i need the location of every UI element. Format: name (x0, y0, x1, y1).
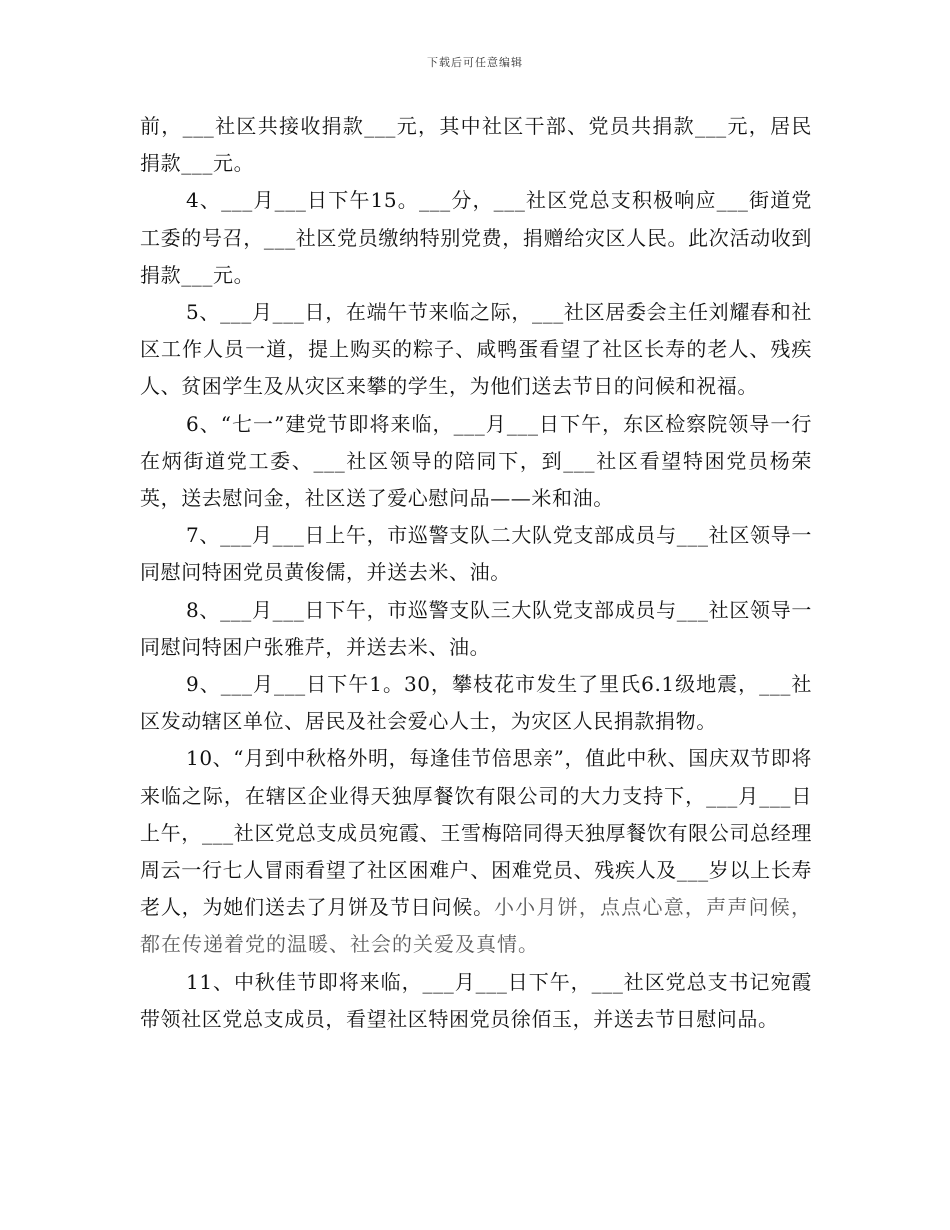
paragraph-continuation (140, 108, 812, 182)
paragraph-item-4 (140, 182, 812, 294)
paragraph-item-10 (140, 740, 812, 963)
paragraph-text: 11、中秋佳节即将来临，___月___日下午，___社区党总支书记宛霞带领社区党总支成员，看望社区特困党员徐佰玉，并送去节日慰问品。 (140, 969, 812, 1031)
paragraph-light-text: 小小月饼，点点心意，声声问候，都在传递着党的温暖、社会的关爱及真情。 (140, 895, 813, 957)
paragraph-text: 前，___社区共接收捐款___元，其中社区干部、党员共捐款___元，居民捐款___元。 (140, 114, 812, 176)
paragraph-item-5 (140, 294, 812, 406)
paragraph-text: 4、___月___日下午15。___分，___社区党总支积极响应___街道党工委的号召，___社区党员缴纳特别党费，捐赠给灾区人民。此次活动收到捐款___元。 (140, 188, 812, 287)
paragraph-item-11 (140, 964, 812, 1038)
paragraph-item-7 (140, 517, 812, 591)
paragraph-text: 10、“月到中秋格外明，每逢佳节倍思亲”，值此中秋、国庆双节即将来临之际，在辖区企业得天独厚餐饮有限公司的大力支持下，___月___日上午，___社区党总支成员宛霞、王雪梅陪同得天独厚餐饮有限公司总经理周云一行七人冒雨看望了社区困难户、困难党员、残疾人及___岁以上长寿老人，为她们送去了月饼及节日问候。 (140, 746, 812, 920)
paragraph-item-8 (140, 592, 812, 666)
paragraph-text: 6、“七一”建党节即将来临，___月___日下午，东区检察院领导一行在炳街道党工委、___社区领导的陪同下，到___社区看望特困党员杨荣英，送去慰问金，社区送了爱心慰问品——米和油。 (140, 411, 812, 511)
paragraph-text: 8、___月___日下午，市巡警支队三大队党支部成员与___社区领导一同慰问特困户张雅芹，并送去米、油。 (140, 597, 812, 659)
paragraph-text: 9、___月___日下午1。30，攀枝花市发生了里氏6.1级地震，___社区发动辖区单位、居民及社会爱心人士，为灾区人民捐款捐物。 (140, 672, 812, 734)
page-header: 下载后可任意编辑 (427, 56, 523, 69)
paragraph-item-9 (140, 666, 812, 740)
paragraph-text: 5、___月___日，在端午节来临之际，___社区居委会主任刘耀春和社区工作人员一道，提上购买的粽子、咸鸭蛋看望了社区长寿的老人、残疾人、贫困学生及从灾区来攀的学生，为他们送去节日的问候和祝福。 (140, 300, 812, 399)
paragraph-item-6 (140, 406, 812, 518)
document-body (140, 108, 812, 1038)
paragraph-text: 7、___月___日上午，市巡警支队二大队党支部成员与___社区领导一同慰问特困党员黄俊儒，并送去米、油。 (140, 523, 812, 585)
